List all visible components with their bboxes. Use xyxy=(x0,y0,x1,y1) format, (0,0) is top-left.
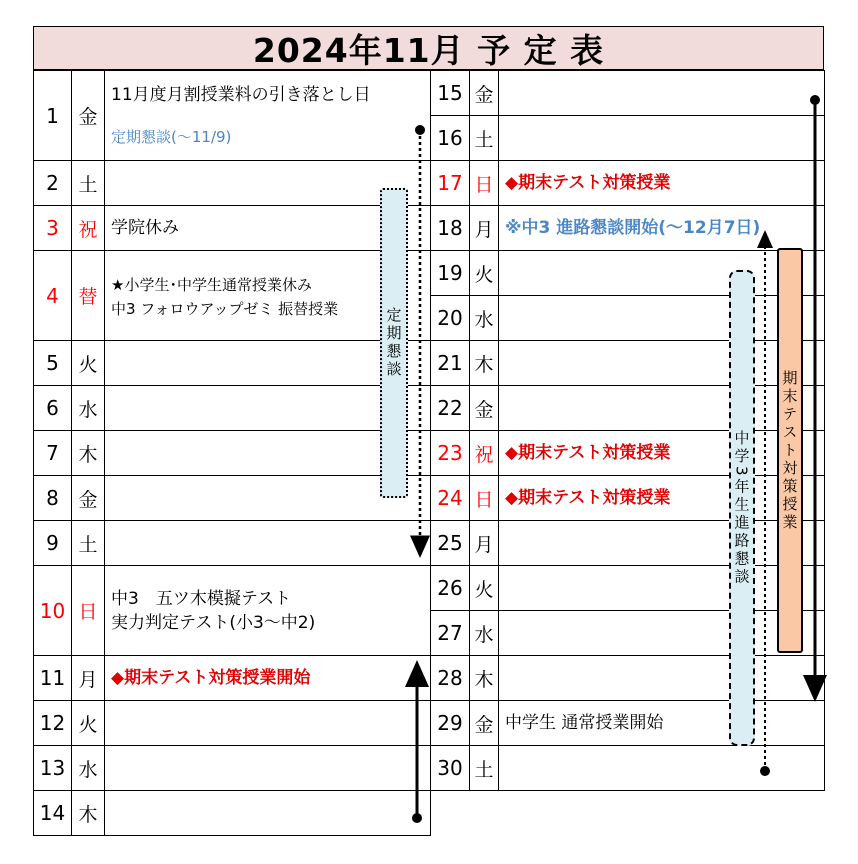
date-number: 24 xyxy=(431,476,470,521)
date-number: 14 xyxy=(34,791,72,836)
date-number: 6 xyxy=(34,386,72,431)
table-row xyxy=(431,206,825,251)
table-row xyxy=(431,71,825,116)
table-row xyxy=(431,431,825,476)
event-cell xyxy=(499,566,825,611)
weekday: 金 xyxy=(470,701,499,746)
event-text: ◆期末テスト対策授業開始 xyxy=(111,668,311,688)
weekday: 火 xyxy=(72,341,105,386)
weekday: 祝 xyxy=(470,431,499,476)
table-row xyxy=(34,71,431,161)
date-number: 21 xyxy=(431,341,470,386)
weekday: 水 xyxy=(72,746,105,791)
weekday: 火 xyxy=(72,701,105,746)
date-number: 13 xyxy=(34,746,72,791)
event-cell xyxy=(105,566,431,656)
table-row xyxy=(431,341,825,386)
event-text: ◆期末テスト対策授業 xyxy=(505,173,671,193)
shinro-kondan-span-label: 中学3年生進路懇談 xyxy=(729,270,755,746)
date-number: 30 xyxy=(431,746,470,791)
event-text: 学院休み xyxy=(111,218,179,238)
table-row xyxy=(431,611,825,656)
date-number: 16 xyxy=(431,116,470,161)
event-cell xyxy=(499,161,825,206)
table-row xyxy=(431,656,825,701)
event-text: 実力判定テスト(小3～中2) xyxy=(111,612,316,633)
event-text: ◆期末テスト対策授業 xyxy=(505,443,671,463)
event-cell xyxy=(105,791,431,836)
event-cell xyxy=(105,701,431,746)
event-text: ※中3 進路懇談開始(～12月7日) xyxy=(505,218,761,238)
date-number: 29 xyxy=(431,701,470,746)
date-number: 2 xyxy=(34,161,72,206)
table-row xyxy=(34,566,431,656)
weekday: 木 xyxy=(72,431,105,476)
event-text: 中3 五ツ木模擬テスト xyxy=(111,588,292,609)
weekday: 月 xyxy=(470,521,499,566)
page-title: 2024年11月 予 定 表 xyxy=(33,26,824,70)
weekday: 日 xyxy=(470,476,499,521)
weekday: 日 xyxy=(72,566,105,656)
date-number: 7 xyxy=(34,431,72,476)
table-row xyxy=(34,386,431,431)
table-row xyxy=(431,251,825,296)
table-row xyxy=(431,161,825,206)
table-row xyxy=(431,566,825,611)
weekday: 火 xyxy=(470,251,499,296)
weekday: 土 xyxy=(470,746,499,791)
weekday: 金 xyxy=(470,71,499,116)
date-number: 18 xyxy=(431,206,470,251)
calendar-left-table xyxy=(33,70,431,836)
kimatsu-taisaku-span-label: 期末テスト対策授業 xyxy=(777,248,803,653)
weekday: 土 xyxy=(72,161,105,206)
table-row xyxy=(431,386,825,431)
date-number: 22 xyxy=(431,386,470,431)
event-cell xyxy=(105,656,431,701)
table-row xyxy=(34,656,431,701)
weekday: 水 xyxy=(470,296,499,341)
table-row xyxy=(431,116,825,161)
weekday: 月 xyxy=(470,206,499,251)
date-number: 19 xyxy=(431,251,470,296)
weekday: 水 xyxy=(72,386,105,431)
weekday: 木 xyxy=(470,341,499,386)
event-cell xyxy=(105,746,431,791)
event-cell xyxy=(499,521,825,566)
event-cell xyxy=(499,476,825,521)
table-row xyxy=(431,476,825,521)
weekday: 木 xyxy=(470,656,499,701)
table-row xyxy=(34,206,431,251)
weekday: 月 xyxy=(72,656,105,701)
weekday: 替 xyxy=(72,251,105,341)
event-cell xyxy=(499,656,825,701)
event-cell xyxy=(499,431,825,476)
event-text: 中3 フォロウアップゼミ 振替授業 xyxy=(111,300,339,318)
table-row xyxy=(34,341,431,386)
table-row xyxy=(34,161,431,206)
date-number: 12 xyxy=(34,701,72,746)
weekday: 金 xyxy=(72,476,105,521)
event-text: 定期懇談(～11/9) xyxy=(111,127,232,146)
event-cell xyxy=(499,611,825,656)
event-cell xyxy=(499,71,825,116)
table-row xyxy=(34,701,431,746)
table-row xyxy=(431,296,825,341)
date-number: 8 xyxy=(34,476,72,521)
date-number: 17 xyxy=(431,161,470,206)
teiki-kondan-span-label: 定期懇談 xyxy=(380,188,408,498)
table-row xyxy=(34,431,431,476)
date-number: 23 xyxy=(431,431,470,476)
date-number: 9 xyxy=(34,521,72,566)
date-number: 25 xyxy=(431,521,470,566)
table-row xyxy=(431,746,825,791)
weekday: 土 xyxy=(470,116,499,161)
date-number: 20 xyxy=(431,296,470,341)
date-number: 4 xyxy=(34,251,72,341)
table-row xyxy=(34,521,431,566)
date-number: 3 xyxy=(34,206,72,251)
event-cell xyxy=(499,746,825,791)
date-number: 11 xyxy=(34,656,72,701)
event-cell xyxy=(499,206,825,251)
event-cell xyxy=(499,701,825,746)
weekday: 火 xyxy=(470,566,499,611)
date-number: 10 xyxy=(34,566,72,656)
event-cell xyxy=(105,521,431,566)
date-number: 27 xyxy=(431,611,470,656)
date-number: 1 xyxy=(34,71,72,161)
event-text: 中学生 通常授業開始 xyxy=(505,713,664,733)
event-cell xyxy=(499,116,825,161)
event-cell xyxy=(499,341,825,386)
date-number: 28 xyxy=(431,656,470,701)
weekday: 祝 xyxy=(72,206,105,251)
event-cell xyxy=(499,296,825,341)
event-text: 11月度月割授業料の引き落とし日 xyxy=(111,84,371,105)
calendar-right-table xyxy=(430,70,825,791)
weekday: 木 xyxy=(72,791,105,836)
weekday: 日 xyxy=(470,161,499,206)
table-row xyxy=(34,476,431,521)
event-cell xyxy=(499,386,825,431)
event-text: ★小学生･中学生通常授業休み xyxy=(111,276,312,294)
event-cell xyxy=(499,251,825,296)
weekday: 土 xyxy=(72,521,105,566)
event-cell xyxy=(105,71,431,161)
weekday: 金 xyxy=(470,386,499,431)
event-text: ◆期末テスト対策授業 xyxy=(505,488,671,508)
weekday: 水 xyxy=(470,611,499,656)
table-row xyxy=(431,521,825,566)
table-row xyxy=(431,701,825,746)
table-row xyxy=(34,791,431,836)
date-number: 5 xyxy=(34,341,72,386)
date-number: 15 xyxy=(431,71,470,116)
date-number: 26 xyxy=(431,566,470,611)
table-row xyxy=(34,746,431,791)
table-row xyxy=(34,251,431,341)
weekday: 金 xyxy=(72,71,105,161)
